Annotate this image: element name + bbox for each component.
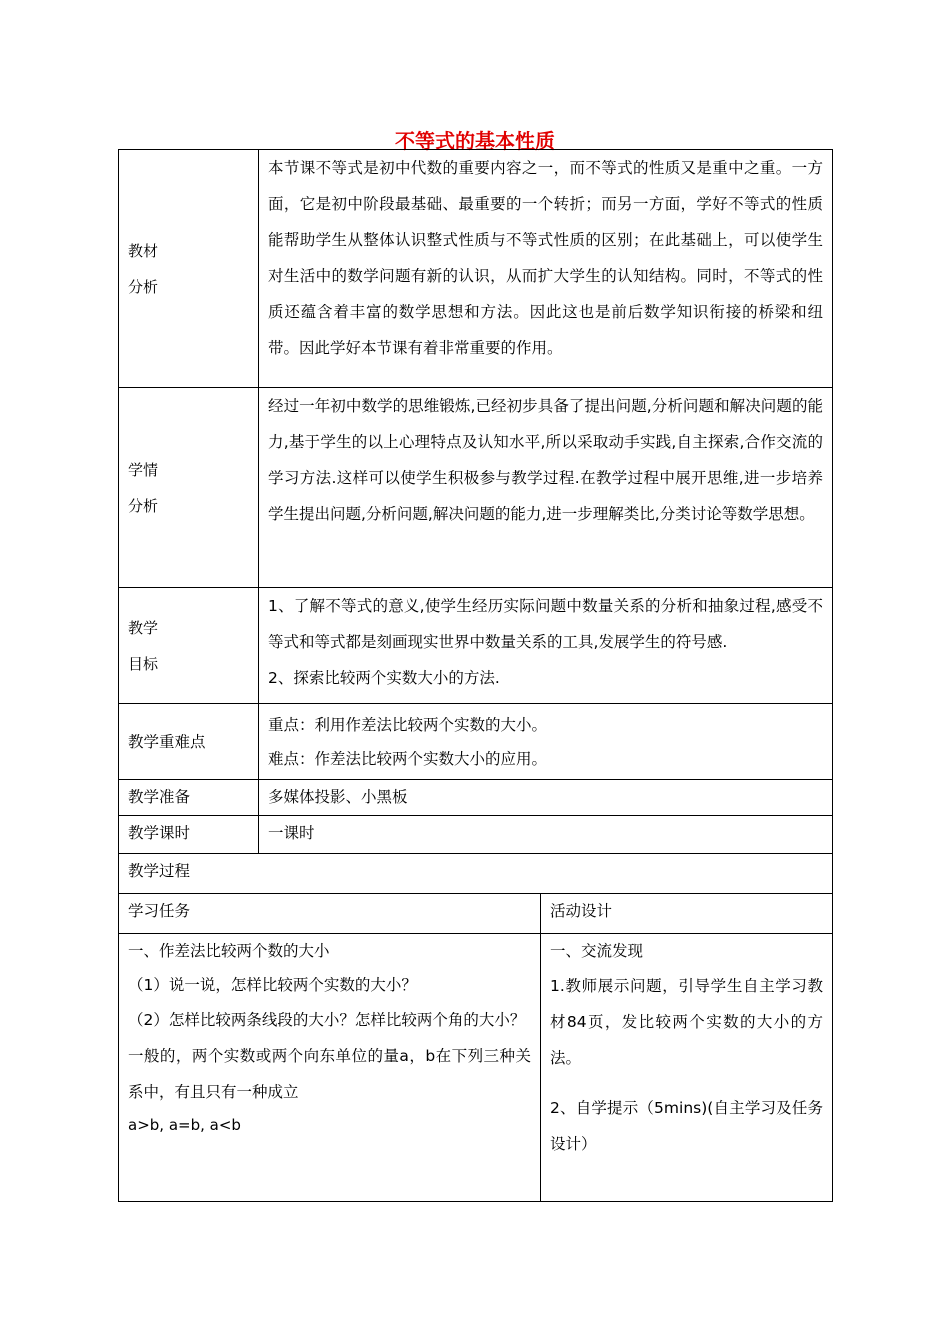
row-hours	[119, 816, 833, 854]
key-points-line-1: 重点：利用作差法比较两个实数的大小。	[268, 715, 548, 734]
students-label-1: 学情	[128, 460, 159, 479]
preparation-label: 教学准备	[119, 780, 259, 816]
goals-cell	[259, 588, 833, 704]
key-points-label: 教学重难点	[119, 704, 259, 780]
row-students	[119, 388, 833, 588]
key-points-cell	[259, 704, 833, 780]
row-preparation	[119, 780, 833, 816]
process-left-q1: （1）说一说，怎样比较两个实数的大小？	[128, 976, 417, 994]
goals-label-2: 目标	[128, 654, 159, 673]
lesson-plan-table	[118, 149, 833, 1202]
material-label-1: 教材	[128, 241, 159, 260]
process-header-left: 学习任务	[119, 894, 541, 934]
hours-content: 一课时	[259, 816, 833, 854]
key-points-line-2: 难点：作差法比较两个实数大小的应用。	[268, 749, 548, 768]
goals-label-1: 教学	[128, 618, 159, 637]
row-material	[119, 150, 833, 388]
process-label: 教学过程	[119, 854, 833, 894]
row-goals	[119, 588, 833, 704]
process-right-heading: 一、交流发现	[550, 942, 644, 960]
process-body-row	[119, 934, 833, 1202]
hours-label: 教学课时	[119, 816, 259, 854]
process-right-cell	[541, 934, 833, 1202]
students-label-cell	[119, 388, 259, 588]
row-process	[119, 854, 833, 894]
process-left-cell	[119, 934, 541, 1202]
process-left-relations: a>b, a=b, a<b	[128, 1116, 241, 1134]
preparation-content: 多媒体投影、小黑板	[259, 780, 833, 816]
row-key-points	[119, 704, 833, 780]
process-left-heading: 一、作差法比较两个数的大小	[128, 942, 330, 960]
goals-line-2: 2、探索比较两个实数大小的方法.	[268, 669, 500, 687]
goals-line-1: 1、了解不等式的意义,使学生经历实际问题中数量关系的分析和抽象过程,感受不等式和等式都是刻画现实世界中数量关系的工具,发展学生的符号感.	[268, 597, 824, 651]
process-right-item-2: 2、自学提示（5mins)(自主学习及任务设计）	[550, 1099, 824, 1153]
process-header-right: 活动设计	[541, 894, 833, 934]
material-content: 本节课不等式是初中代数的重要内容之一，而不等式的性质又是重中之重。一方面，它是初中阶段最基础、最重要的一个转折；而另一方面，学好不等式的性质能帮助学生从整体认识整式性质与不等式性质的区别；在此基础上，可以使学生对生活中的数学问题有新的认识，从而扩大学生的认知结构。同时，不等式的性质还蕴含着丰富的数学思想和方法。因此这也是前后数学知识衔接的桥梁和纽带。因此学好本节课有着非常重要的作用。	[259, 150, 833, 388]
process-header-row	[119, 894, 833, 934]
process-left-text: 一般的，两个实数或两个向东单位的量a，b在下列三种关系中，有且只有一种成立	[128, 1047, 531, 1101]
page-title: 不等式的基本性质	[395, 129, 555, 153]
goals-label-cell	[119, 588, 259, 704]
process-left-q2: （2）怎样比较两条线段的大小？怎样比较两个角的大小？	[128, 1011, 526, 1029]
students-content: 经过一年初中数学的思维锻炼,已经初步具备了提出问题,分析问题和解决问题的能力,基于学生的以上心理特点及认知水平,所以采取动手实践,自主探索,合作交流的学习方法.这样可以使学生积极参与教学过程.在教学过程中展开思维,进一步培养学生提出问题,分析问题,解决问题的能力,进一步理解类比,分类讨论等数学思想。	[259, 388, 833, 588]
process-right-item-1: 1.教师展示问题，引导学生自主学习教材84页，发比较两个实数的大小的方法。	[550, 977, 824, 1067]
material-label-cell	[119, 150, 259, 388]
students-label-2: 分析	[128, 496, 159, 515]
material-label-2: 分析	[128, 277, 159, 296]
